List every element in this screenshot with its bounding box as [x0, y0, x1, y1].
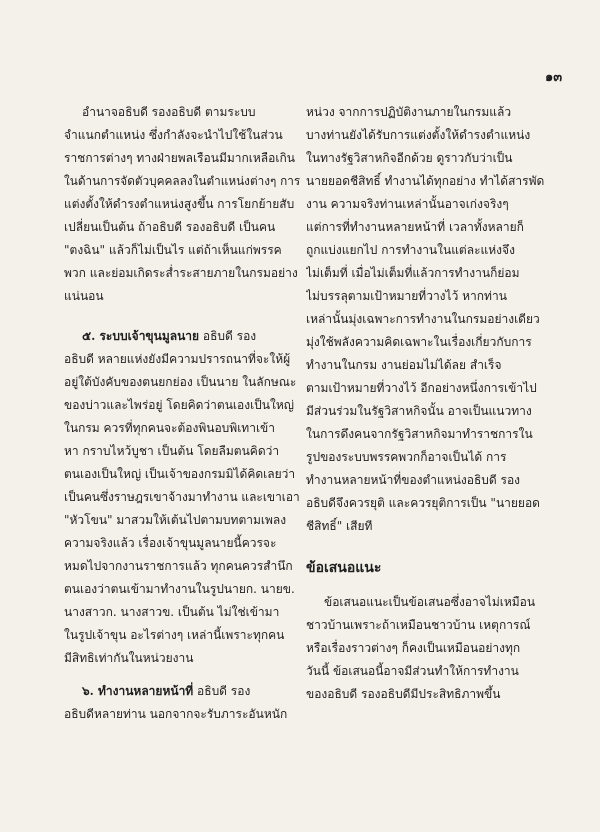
right-column	[306, 101, 548, 706]
right-para-2	[306, 591, 548, 706]
text-line: "ตงฉิน" แล้วก็ไม่เป็นไร แต่ถ้าเห็นแก่พรรค	[64, 243, 282, 257]
text-line: เหล่านั้นมุ่งเฉพาะการทำงานในกรมอย่างเดียว	[306, 312, 540, 326]
text-line: มีส่วนร่วมในรัฐวิสาหกิจนั้น อาจเป็นแนวทาง	[306, 404, 532, 418]
text-line: ในการดึงคนจากรัฐวิสาหกิจมาทำราชการใน	[306, 427, 533, 441]
right-para-1	[306, 101, 548, 538]
text-line: หรือเรื่องราวต่างๆ ก็คงเป็นเหมือนอย่างทุก	[306, 641, 521, 655]
text-line: ของบ่าวและไพร่อยู่ โดยคิดว่าตนเองเป็นใหญ่	[64, 398, 294, 412]
text-line: ชาวบ้านเพราะถ้าเหมือนชาวบ้าน เหตุการณ์	[306, 618, 531, 632]
text-line: หมดไปจากงานราชการแล้ว ทุกคนควรสำนึก	[64, 559, 293, 573]
section-title: ข้อเสนอแนะ	[306, 560, 382, 576]
text-line: ตนเองว่าตนเข้ามาทำงานในรูปนายก. นายข.	[64, 582, 295, 596]
text-line: มีสิทธิเท่ากันในหน่วยงาน	[64, 651, 194, 665]
text-line: บางท่านยังได้รับการแต่งตั้งให้ดำรงตำแหน่ง	[306, 128, 531, 142]
text-line: หน่วง จากการปฏิบัติงานภายในกรมแล้ว	[306, 105, 512, 119]
text-line: เปลี่ยนเป็นต้น ถ้าอธิบดี รองอธิบดี เป็นคน	[64, 220, 276, 234]
text-line: อธิบดีจึงควรยุติ และควรยุติการเป็น "นายยอด	[306, 496, 540, 510]
text-line: ในทางรัฐวิสาหกิจอีกด้วย ดูราวกับว่าเป็น	[306, 151, 513, 165]
text-line: เป็นคนซึ่งราษฎรเขาจ้างมาทำงาน และเขาเอา	[64, 490, 300, 504]
text-line: ในกรม ควรที่ทุกคนจะต้องพินอบพิเทาเข้า	[64, 421, 276, 435]
text-line: นายยอดชีสิทธิ์ ทำงานได้ทุกอย่าง ทำได้สารพัด	[306, 174, 545, 188]
text-line: แต่การที่ทำงานหลายหน้าที่ เวลาทั้งหลายก็	[306, 220, 524, 234]
text-line: ๖. ทำงานหลายหน้าที่ อธิบดี รอง	[82, 684, 251, 698]
item-heading: ๖. ทำงานหลายหน้าที่	[82, 684, 194, 698]
text-line: งาน ความจริงท่านเหล่านั้นอาจเก่งจริงๆ	[306, 197, 509, 211]
text-line: นางสาวก. นางสาวข. เป็นต้น ไม่ใช่เข้ามา	[64, 605, 280, 619]
text-line: ราชการต่างๆ ทางฝ่ายพลเรือนมีมากเหลือเกิน	[64, 151, 295, 165]
text-line: รูปของระบบพรรคพวกก็อาจเป็นได้ การ	[306, 450, 507, 464]
text-line: มุ่งใช้พลังความคิดเฉพาะในเรื่องเกี่ยวกับการ	[306, 335, 532, 349]
text-line: วันนี้ ข้อเสนอนี้อาจมีส่วนทำให้การทำงาน	[306, 664, 519, 678]
left-para-2	[64, 325, 300, 670]
text-line: "หัวโขน" มาสวมให้เต้นไปตามบทตามเพลง	[64, 513, 287, 527]
text-line: ไม่เต็มที่ เมื่อไม่เต็มที่แล้วการทำงานก็ย่อม	[306, 266, 520, 280]
text-line: ตามเป้าหมายที่วางไว้ อีกอย่างหนึ่งการเข้าไป	[306, 381, 537, 395]
text-line: ในด้านการจัดตัวบุคคลลงในตำแหน่งต่างๆ การ	[64, 174, 300, 188]
text-line: อำนาจอธิบดี รองอธิบดี ตามระบบ	[82, 105, 256, 119]
text-line: แน่นอน	[64, 289, 104, 303]
item-heading: ๕. ระบบเจ้าขุนมูลนาย	[82, 329, 200, 343]
text-line: ของอธิบดี รองอธิบดีมีประสิทธิภาพขึ้น	[306, 687, 501, 701]
text-line: หา กราบไหว้บูชา เป็นต้น โดยลืมตนคิดว่า	[64, 444, 280, 458]
left-para-3	[64, 680, 300, 726]
left-column	[64, 101, 300, 726]
text-line: อธิบดี หลายแห่งยังมีความปรารถนาที่จะให้ผู้	[64, 352, 291, 366]
text-line: ชีสิทธิ์" เสียที	[306, 519, 373, 533]
text-line: พวก และย่อมเกิดระส่ำระสายภายในกรมอย่าง	[64, 266, 298, 280]
left-para-1	[64, 101, 300, 308]
text-line: ข้อเสนอแนะเป็นข้อเสนอซึ่งอาจไม่เหมือน	[324, 595, 536, 609]
text-line: แต่งตั้งให้ดำรงตำแหน่งสูงขึ้น การโยกย้ายสับ	[64, 197, 295, 211]
text-line: จำแนกตำแหน่ง ซึ่งกำลังจะนำไปใช้ในส่วน	[64, 128, 283, 142]
text-line: อธิบดีหลายท่าน นอกจากจะรับภาระอันหนัก	[64, 707, 288, 721]
text-line: อยู่ใต้บังคับของตนยกย่อง เป็นนาย ในลักษณะ	[64, 375, 297, 389]
page-number: ๑๓	[545, 70, 563, 85]
text-line: ๕. ระบบเจ้าขุนมูลนาย อธิบดี รอง	[82, 329, 257, 343]
text-line: ในรูปเจ้าขุน อะไรต่างๆ เหล่านี้เพราะทุกคน	[64, 628, 285, 642]
text-line: ทำงานหลายหน้าที่ของตำแหน่งอธิบดี รอง	[306, 473, 521, 487]
text-line: ความจริงแล้ว เรื่องเจ้าขุนมูลนายนี้ควรจะ	[64, 536, 277, 550]
text-line: ตนเองเป็นใหญ่ เป็นเจ้าของกรมมิได้คิดเลยว่า	[64, 467, 296, 481]
text-line: ถูกแบ่งแยกไป การทำงานในแต่ละแห่งจึง	[306, 243, 515, 257]
text-line: ไม่บรรลุตามเป้าหมายที่วางไว้ หากท่าน	[306, 289, 507, 303]
text-line: ทำงานในกรม งานย่อมไม่ได้ลย สำเร็จ	[306, 358, 502, 372]
